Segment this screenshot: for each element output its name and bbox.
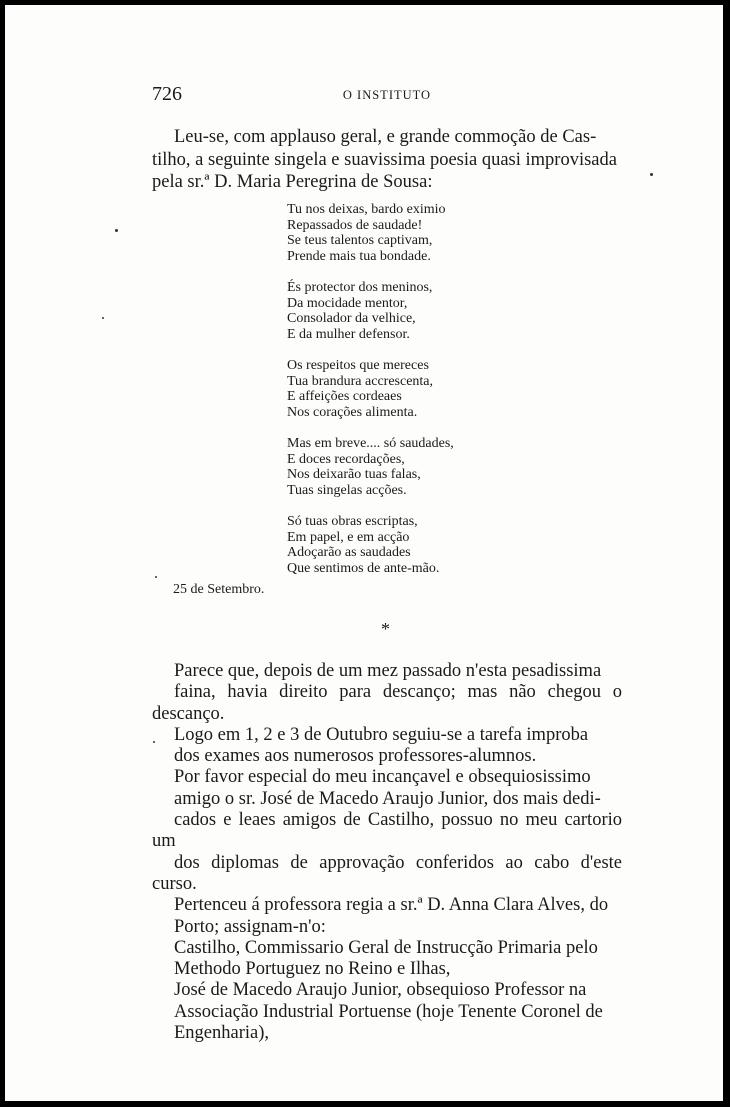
ink-speck [115,229,118,232]
poem-verse: Nos corações alimenta. [287,404,418,420]
paragraph [152,980,622,1044]
text-line: Methodo Portuguez no Reino e Ilhas, [174,959,451,980]
intro-line: Leu-se, com applauso geral, e grande commoção de Cas- [174,127,597,147]
poem-verse: Que sentimos de ante-mão. [287,560,440,576]
text-line: faina, havia direito para descanço; mas não chegou o descanço. [152,682,622,724]
ink-speck [102,317,104,319]
text-line: Logo em 1, 2 e 3 de Outubro seguiu-se a tarefa improba [174,724,589,745]
page-number: 726 [152,83,182,105]
text-line: cados e leaes amigos de Castilho, possuo no meu cartorio um [152,810,622,852]
poem-verse: Em papel, e em acção [287,529,410,545]
text-line: Castilho, Commissario Geral de Instrucção Primaria pelo [174,937,598,958]
poem-verse: Consolador da velhice, [287,311,416,326]
poem-verse: E da mulher defensor. [287,326,410,342]
text-line: José de Macedo Araujo Junior, obsequioso Professor na [174,980,587,1001]
page-header [152,83,622,107]
intro-line: tilho, a seguinte singela e suavissima poesia quasi improvisada [152,149,617,170]
text-line: dos exames aos numerosos professores-alumnos. [174,746,537,767]
poem-verse: Tu nos deixas, bardo eximio [287,202,446,217]
paragraph [152,661,622,725]
poem-stanza [287,280,454,342]
poem-verse: Só tuas obras escriptas, [287,514,418,529]
paragraph [152,938,622,981]
ink-speck [153,741,155,743]
running-title: O INSTITUTO [342,88,432,102]
poem-verse: Prende mais tua bondade. [287,248,431,264]
poem-date: 25 de Setembro. [173,582,265,597]
poem-stanza [287,202,454,264]
text-line: Engenharia), [174,1023,270,1044]
intro-line: pela sr.ª D. Maria Peregrina de Sousa: [152,172,433,192]
paragraph [152,767,622,937]
poem-verse: És protector dos meninos, [287,280,433,295]
poem-verse: Se teus talentos captivam, [287,233,433,248]
poem-verse: Os respeitos que mereces [287,358,429,373]
poem-verse: E affeições cordeaes [287,389,402,404]
text-line: Associação Industrial Portuense (hoje Tenente Coronel de [174,1001,603,1022]
poem-verse: Tuas singelas acções. [287,482,407,498]
ink-speck [155,576,157,578]
text-line: Porto; assignam-n'o: [174,916,326,937]
book-page [5,5,723,1101]
poem-verse: E doces recordações, [287,451,405,467]
text-line: dos diplomas de approvação conferidos ao cabo d'este curso. [152,852,622,894]
poem-verse: Adoçarão as saudades [287,545,411,560]
poem-stanza [287,358,454,420]
paragraph [152,725,622,768]
section-separator: * [381,619,390,639]
ink-speck [650,173,653,176]
poem-verse: Nos deixarão tuas falas, [287,467,421,482]
poem-verse: Mas em breve.... só saudades, [287,436,454,451]
poem-verse: Repassados de saudade! [287,217,423,233]
poem-stanza [287,514,454,576]
poem-verse: Da mocidade mentor, [287,295,408,311]
text-line: Pertenceu á professora regia a sr.ª D. Anna Clara Alves, do [174,895,609,916]
poem-verse: Tua brandura accrescenta, [287,373,434,389]
prose-body [152,661,622,1044]
poem-stanza [287,436,454,498]
intro-paragraph [152,126,622,194]
text-line: Parece que, depois de um mez passado n'esta pesadissima [174,661,602,681]
text-line: amigo o sr. José de Macedo Araujo Junior, dos mais dedi- [174,788,601,809]
text-line: Por favor especial do meu incançavel e obsequiosissimo [174,767,591,788]
poem [287,202,454,592]
